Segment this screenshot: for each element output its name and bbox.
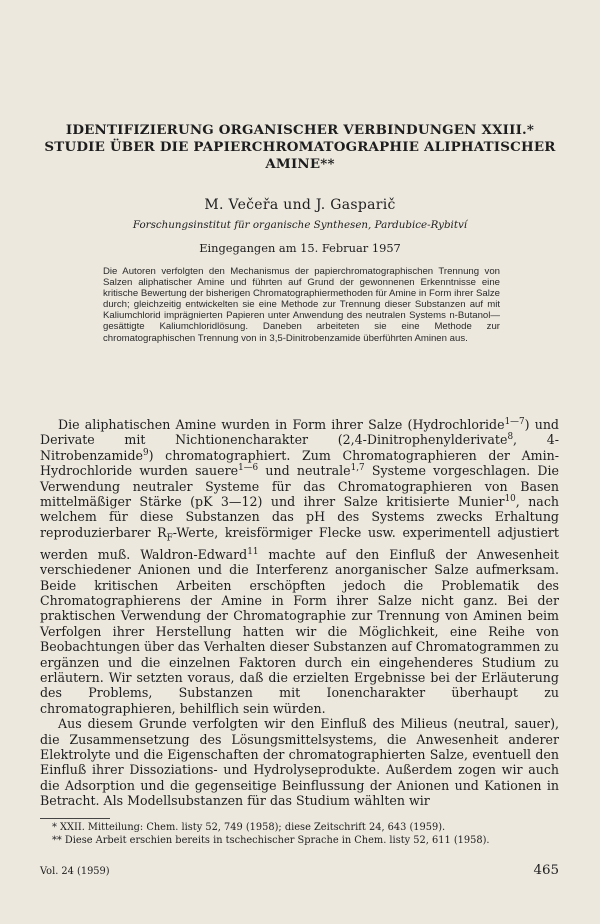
citation-8: 8 <box>507 432 514 443</box>
title-line-2: STUDIE ÜBER DIE PAPIERCHROMATOGRAPHIE ALIPHATISCHER <box>44 139 556 155</box>
p1-text-e: und neutrale <box>258 463 351 479</box>
p1-text-g: , nach welchem für diese Substanzen das pH des Systems zwecks Erhaltung reproduzierbarer R <box>40 494 559 540</box>
p1-text-h: -Werte, kreisförmiger Flecke usw. experimentell adjustiert werden muß. Waldron-Edward <box>40 524 559 562</box>
paragraph-2: Aus diesem Grunde verfolgten wir den Einfluß des Milieus (neutral, sauer), die Zusammensetzung des Lösungsmittelsystems, die Anwesenheit anderer Elektrolyte und die Eigenschaften der chromatographierten Salze, eventuell den Einfluß ihrer Dissoziations- und Hydrolyseprodukte. Außerdem zogen wir auch die Adsorption und die gegenseitige Beinflussung der Anionen und Kationen in Betracht. Als Modellsubstanzen für das Studium wählten wir <box>40 716 559 809</box>
citation-1-7b: 1,7 <box>350 463 365 474</box>
footnote-divider <box>40 818 110 819</box>
abstract-text: Die Autoren verfolgten den Mechanismus der papierchromatographischen Trennung von Salzen aliphatischer Amine und führten auf Grund der gewonnenen Erkenntnisse eine kritische Bewertung der bisherigen Chromatographiermethoden für Amine in Form ihrer Salze durch; gleichzeitig entwickelten sie eine Methode zur Trennung dieser Substanzen auf mit Kaliumchlorid imprägnierten Papieren unter Anwendung des neutralen Systems n-Butanol—gesättigte Kaliumchloridlösung. Daneben arbeiteten sie eine Methode zur chromatographischen Trennung von in 3,5-Dinitrobenzamide überführten Aminen aus. <box>103 266 500 344</box>
received-date: Eingegangen am 15. Februar 1957 <box>199 241 401 255</box>
article-title <box>40 122 560 173</box>
title-line-3: AMINE** <box>265 156 335 172</box>
p1-text-d: ) chromatographiert. Zum Chromatographieren der Amin-Hydrochloride wurden sauere <box>40 447 559 479</box>
citation-10: 10 <box>504 493 516 504</box>
rf-subscript: F <box>166 533 173 544</box>
title-line-1: IDENTIFIZIERUNG ORGANISCHER VERBINDUNGEN XXIII.* <box>65 122 535 138</box>
citation-1-6: 1—6 <box>238 463 259 474</box>
citation-11: 11 <box>247 546 259 557</box>
p1-text-f: Systeme vorgeschlagen. Die Verwendung neutraler Systeme für das Chromatographieren von Basen mittelmäßiger Stärke (pK 3—12) und ihrer Salze kritisierte Munier <box>40 463 559 510</box>
paragraph-1 <box>40 417 559 716</box>
p1-text-c: , 4-Nitrobenzamide <box>40 432 559 463</box>
footnotes <box>40 822 560 847</box>
page-number: 465 <box>533 863 559 878</box>
volume-info: Vol. 24 (1959) <box>40 866 110 877</box>
institute: Forschungsinstitut für organische Synthesen, Pardubice-Rybitví <box>132 219 468 231</box>
abstract <box>103 266 500 344</box>
p1-text-a: Die aliphatischen Amine wurden in Form ihrer Salze (Hydrochloride <box>58 417 505 432</box>
authors: M. Večeřa und J. Gasparič <box>204 197 396 213</box>
p1-text-b: ) und Derivate mit Nichtionencharakter (2,4-Dinitrophenylderivate <box>40 417 559 448</box>
p1-text-i: machte auf den Einfluß der Anwesenheit verschiedener Anionen und die Interferenz anorganischer Salze aufmerksam. Beide kritischen Arbeiten erschöpften jedoch die Problematik des Chromatographierens der Amine in Form ihrer Salze nicht ganz. Bei der praktischen Verwendung der Chromatographie zur Trennung von Aminen beim Verfolgen ihrer Herstellung hatten wir die Möglichkeit, eine Reihe von Beobachtungen über das Verhalten dieser Substanzen auf Chromatogrammen zu ergänzen und die einzelnen Faktoren durch ein eingehenderes Studium zu erläutern. Wir setzten voraus, daß die erzielten Ergebnisse bei der Erläuterung des Problems, Substanzen mit Ionencharakter überhaupt zu chromatographieren, behilflich sein würden. <box>40 546 559 716</box>
footnote-1: * XXII. Mitteilung: Chem. listy 52, 749 (1958); diese Zeitschrift 24, 643 (1959). <box>52 822 446 833</box>
footnote-2: ** Diese Arbeit erschien bereits in tschechischer Sprache in Chem. listy 52, 611 (1958). <box>52 834 490 846</box>
citation-9: 9 <box>142 447 149 458</box>
body-text <box>40 417 559 809</box>
citation-1-7: 1—7 <box>504 416 525 427</box>
